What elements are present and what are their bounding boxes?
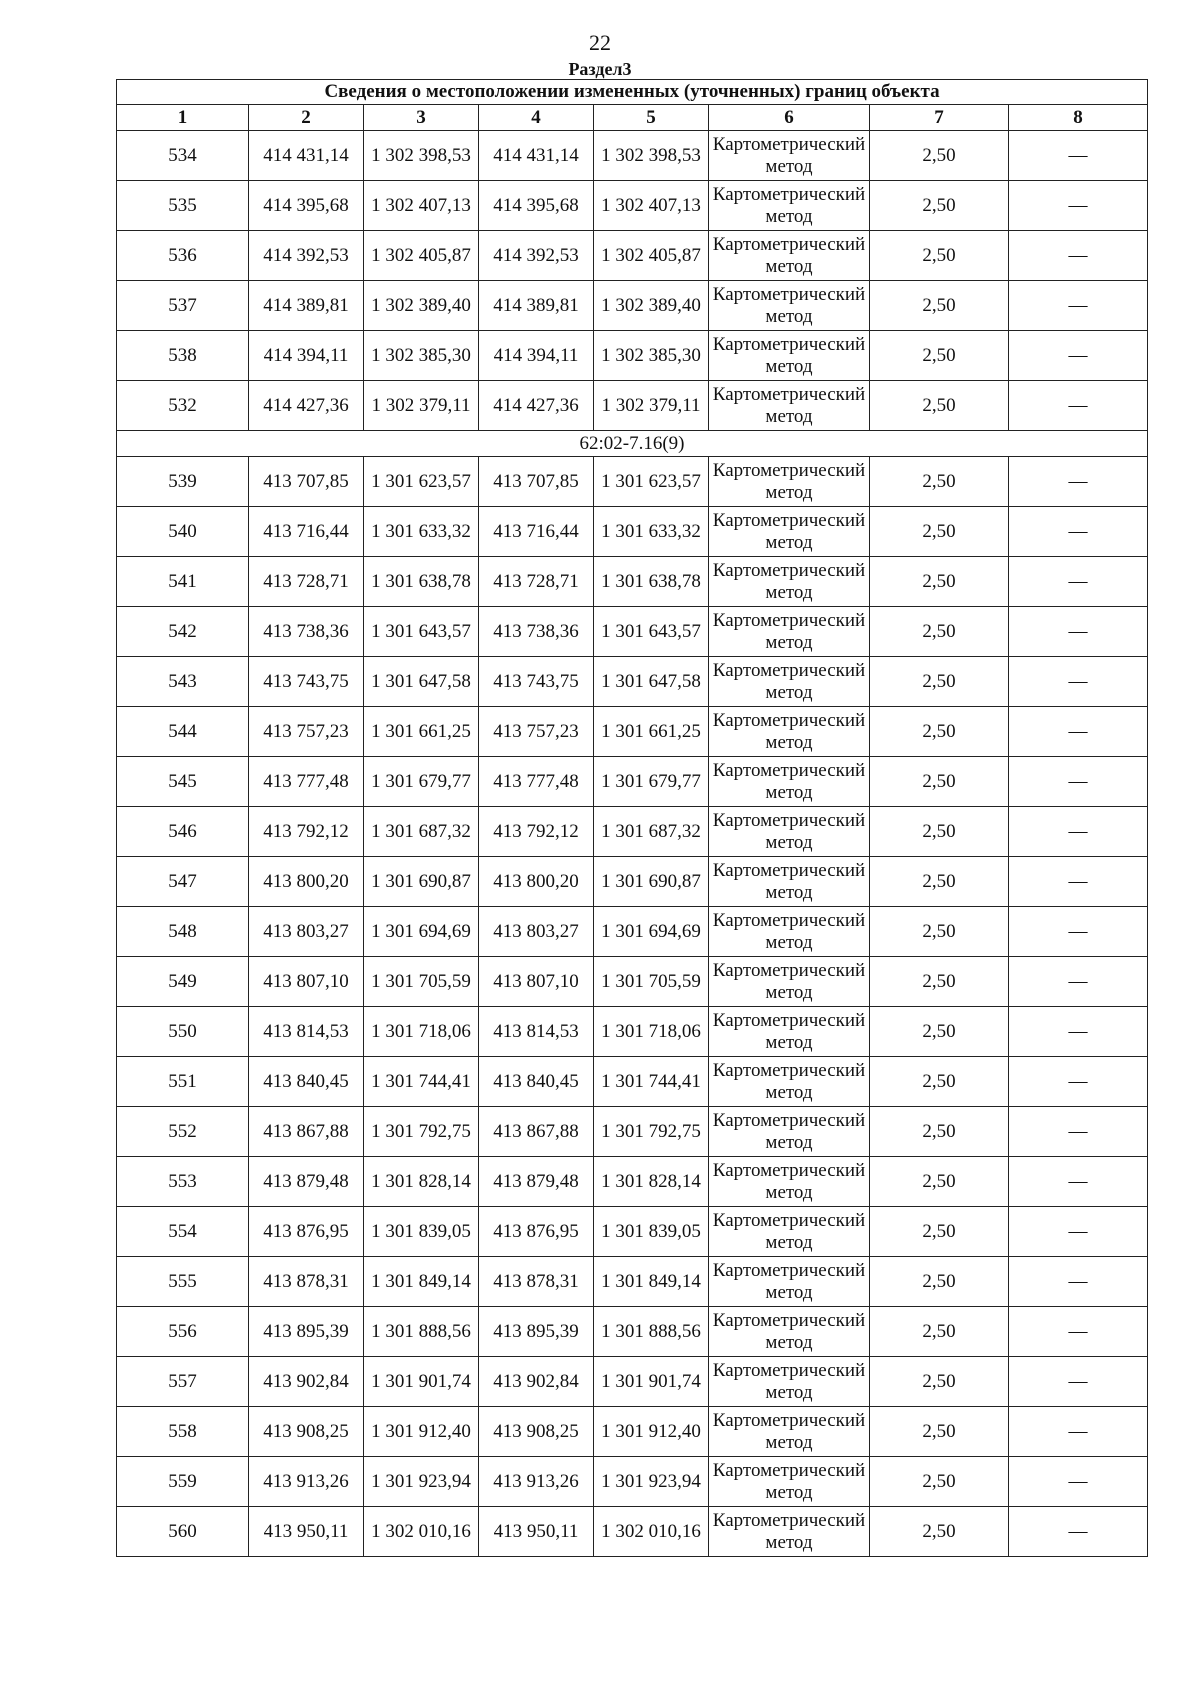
description-cell: — bbox=[1009, 807, 1148, 857]
point-number-cell: 544 bbox=[117, 707, 249, 757]
precision-cell: 2,50 bbox=[870, 557, 1009, 607]
group-label: 62:02-7.16(9) bbox=[117, 431, 1148, 457]
table-row bbox=[117, 1207, 1148, 1257]
y-existing-cell: 1 301 792,75 bbox=[364, 1107, 479, 1157]
point-number-cell: 560 bbox=[117, 1507, 249, 1557]
method-cell: Картометрический метод bbox=[709, 1207, 870, 1257]
x-new-cell: 414 392,53 bbox=[479, 231, 594, 281]
table-row bbox=[117, 1157, 1148, 1207]
x-new-cell: 413 879,48 bbox=[479, 1157, 594, 1207]
y-new-cell: 1 301 792,75 bbox=[594, 1107, 709, 1157]
description-cell: — bbox=[1009, 857, 1148, 907]
x-existing-cell: 414 431,14 bbox=[249, 131, 364, 181]
x-new-cell: 413 800,20 bbox=[479, 857, 594, 907]
point-number-cell: 547 bbox=[117, 857, 249, 907]
description-cell: — bbox=[1009, 1157, 1148, 1207]
precision-cell: 2,50 bbox=[870, 181, 1009, 231]
table-row bbox=[117, 557, 1148, 607]
method-cell: Картометрический метод bbox=[709, 331, 870, 381]
precision-cell: 2,50 bbox=[870, 657, 1009, 707]
description-cell: — bbox=[1009, 1457, 1148, 1507]
column-number: 7 bbox=[870, 105, 1009, 131]
description-cell: — bbox=[1009, 1307, 1148, 1357]
x-new-cell: 413 803,27 bbox=[479, 907, 594, 957]
x-existing-cell: 413 950,11 bbox=[249, 1507, 364, 1557]
description-cell: — bbox=[1009, 707, 1148, 757]
x-new-cell: 414 389,81 bbox=[479, 281, 594, 331]
y-existing-cell: 1 301 923,94 bbox=[364, 1457, 479, 1507]
y-existing-cell: 1 301 694,69 bbox=[364, 907, 479, 957]
point-number-cell: 555 bbox=[117, 1257, 249, 1307]
x-new-cell: 413 867,88 bbox=[479, 1107, 594, 1157]
y-existing-cell: 1 301 744,41 bbox=[364, 1057, 479, 1107]
y-existing-cell: 1 301 828,14 bbox=[364, 1157, 479, 1207]
x-existing-cell: 413 777,48 bbox=[249, 757, 364, 807]
x-existing-cell: 413 800,20 bbox=[249, 857, 364, 907]
x-existing-cell: 413 878,31 bbox=[249, 1257, 364, 1307]
table-body bbox=[117, 80, 1148, 1557]
point-number-cell: 550 bbox=[117, 1007, 249, 1057]
table-row bbox=[117, 707, 1148, 757]
x-existing-cell: 413 879,48 bbox=[249, 1157, 364, 1207]
column-number: 3 bbox=[364, 105, 479, 131]
y-new-cell: 1 302 389,40 bbox=[594, 281, 709, 331]
y-existing-cell: 1 301 643,57 bbox=[364, 607, 479, 657]
point-number-cell: 552 bbox=[117, 1107, 249, 1157]
method-cell: Картометрический метод bbox=[709, 1157, 870, 1207]
method-cell: Картометрический метод bbox=[709, 557, 870, 607]
x-new-cell: 413 878,31 bbox=[479, 1257, 594, 1307]
method-cell: Картометрический метод bbox=[709, 1307, 870, 1357]
y-existing-cell: 1 302 379,11 bbox=[364, 381, 479, 431]
precision-cell: 2,50 bbox=[870, 1457, 1009, 1507]
x-new-cell: 413 728,71 bbox=[479, 557, 594, 607]
point-number-cell: 548 bbox=[117, 907, 249, 957]
y-new-cell: 1 301 705,59 bbox=[594, 957, 709, 1007]
table-row bbox=[117, 131, 1148, 181]
method-cell: Картометрический метод bbox=[709, 281, 870, 331]
point-number-cell: 559 bbox=[117, 1457, 249, 1507]
x-existing-cell: 414 395,68 bbox=[249, 181, 364, 231]
y-new-cell: 1 301 828,14 bbox=[594, 1157, 709, 1207]
x-new-cell: 413 777,48 bbox=[479, 757, 594, 807]
point-number-cell: 553 bbox=[117, 1157, 249, 1207]
x-existing-cell: 414 389,81 bbox=[249, 281, 364, 331]
table-row bbox=[117, 1457, 1148, 1507]
y-existing-cell: 1 302 389,40 bbox=[364, 281, 479, 331]
precision-cell: 2,50 bbox=[870, 707, 1009, 757]
y-new-cell: 1 301 839,05 bbox=[594, 1207, 709, 1257]
point-number-cell: 532 bbox=[117, 381, 249, 431]
y-new-cell: 1 301 718,06 bbox=[594, 1007, 709, 1057]
precision-cell: 2,50 bbox=[870, 457, 1009, 507]
precision-cell: 2,50 bbox=[870, 507, 1009, 557]
x-existing-cell: 413 807,10 bbox=[249, 957, 364, 1007]
y-new-cell: 1 301 849,14 bbox=[594, 1257, 709, 1307]
table-row bbox=[117, 1007, 1148, 1057]
description-cell: — bbox=[1009, 657, 1148, 707]
description-cell: — bbox=[1009, 1357, 1148, 1407]
point-number-cell: 554 bbox=[117, 1207, 249, 1257]
method-cell: Картометрический метод bbox=[709, 1007, 870, 1057]
description-cell: — bbox=[1009, 381, 1148, 431]
y-new-cell: 1 302 407,13 bbox=[594, 181, 709, 231]
point-number-cell: 557 bbox=[117, 1357, 249, 1407]
precision-cell: 2,50 bbox=[870, 1357, 1009, 1407]
y-new-cell: 1 302 379,11 bbox=[594, 381, 709, 431]
method-cell: Картометрический метод bbox=[709, 757, 870, 807]
y-existing-cell: 1 301 705,59 bbox=[364, 957, 479, 1007]
description-cell: — bbox=[1009, 757, 1148, 807]
point-number-cell: 536 bbox=[117, 231, 249, 281]
point-number-cell: 540 bbox=[117, 507, 249, 557]
x-existing-cell: 413 716,44 bbox=[249, 507, 364, 557]
table-caption: Сведения о местоположении измененных (уточненных) границ объекта bbox=[117, 80, 1148, 105]
x-new-cell: 413 792,12 bbox=[479, 807, 594, 857]
point-number-cell: 542 bbox=[117, 607, 249, 657]
method-cell: Картометрический метод bbox=[709, 1457, 870, 1507]
precision-cell: 2,50 bbox=[870, 1157, 1009, 1207]
precision-cell: 2,50 bbox=[870, 1257, 1009, 1307]
table-row bbox=[117, 1357, 1148, 1407]
description-cell: — bbox=[1009, 457, 1148, 507]
x-existing-cell: 413 867,88 bbox=[249, 1107, 364, 1157]
x-new-cell: 413 757,23 bbox=[479, 707, 594, 757]
x-new-cell: 413 707,85 bbox=[479, 457, 594, 507]
description-cell: — bbox=[1009, 131, 1148, 181]
y-existing-cell: 1 302 010,16 bbox=[364, 1507, 479, 1557]
precision-cell: 2,50 bbox=[870, 1057, 1009, 1107]
x-existing-cell: 413 895,39 bbox=[249, 1307, 364, 1357]
method-cell: Картометрический метод bbox=[709, 657, 870, 707]
table-row bbox=[117, 1407, 1148, 1457]
x-existing-cell: 413 743,75 bbox=[249, 657, 364, 707]
description-cell: — bbox=[1009, 181, 1148, 231]
description-cell: — bbox=[1009, 1507, 1148, 1557]
description-cell: — bbox=[1009, 557, 1148, 607]
x-existing-cell: 413 728,71 bbox=[249, 557, 364, 607]
x-new-cell: 413 950,11 bbox=[479, 1507, 594, 1557]
precision-cell: 2,50 bbox=[870, 957, 1009, 1007]
method-cell: Картометрический метод bbox=[709, 1357, 870, 1407]
table-row bbox=[117, 907, 1148, 957]
table-row bbox=[117, 507, 1148, 557]
description-cell: — bbox=[1009, 331, 1148, 381]
method-cell: Картометрический метод bbox=[709, 1407, 870, 1457]
y-existing-cell: 1 302 407,13 bbox=[364, 181, 479, 231]
y-new-cell: 1 301 690,87 bbox=[594, 857, 709, 907]
description-cell: — bbox=[1009, 907, 1148, 957]
y-new-cell: 1 301 888,56 bbox=[594, 1307, 709, 1357]
precision-cell: 2,50 bbox=[870, 907, 1009, 957]
description-cell: — bbox=[1009, 1207, 1148, 1257]
point-number-cell: 558 bbox=[117, 1407, 249, 1457]
y-new-cell: 1 301 638,78 bbox=[594, 557, 709, 607]
table-row bbox=[117, 807, 1148, 857]
method-cell: Картометрический метод bbox=[709, 1107, 870, 1157]
x-existing-cell: 413 738,36 bbox=[249, 607, 364, 657]
column-number: 1 bbox=[117, 105, 249, 131]
y-existing-cell: 1 301 647,58 bbox=[364, 657, 479, 707]
x-existing-cell: 414 427,36 bbox=[249, 381, 364, 431]
method-cell: Картометрический метод bbox=[709, 707, 870, 757]
y-new-cell: 1 302 405,87 bbox=[594, 231, 709, 281]
column-number: 6 bbox=[709, 105, 870, 131]
method-cell: Картометрический метод bbox=[709, 131, 870, 181]
method-cell: Картометрический метод bbox=[709, 231, 870, 281]
table-row bbox=[117, 1307, 1148, 1357]
method-cell: Картометрический метод bbox=[709, 1257, 870, 1307]
description-cell: — bbox=[1009, 507, 1148, 557]
x-existing-cell: 413 840,45 bbox=[249, 1057, 364, 1107]
y-existing-cell: 1 301 661,25 bbox=[364, 707, 479, 757]
description-cell: — bbox=[1009, 1107, 1148, 1157]
description-cell: — bbox=[1009, 1007, 1148, 1057]
y-new-cell: 1 301 694,69 bbox=[594, 907, 709, 957]
page-number: 22 bbox=[589, 30, 611, 55]
group-header-row bbox=[117, 431, 1148, 457]
precision-cell: 2,50 bbox=[870, 231, 1009, 281]
method-cell: Картометрический метод bbox=[709, 1507, 870, 1557]
precision-cell: 2,50 bbox=[870, 757, 1009, 807]
table-row bbox=[117, 857, 1148, 907]
method-cell: Картометрический метод bbox=[709, 907, 870, 957]
description-cell: — bbox=[1009, 1257, 1148, 1307]
table-row bbox=[117, 957, 1148, 1007]
column-number: 2 bbox=[249, 105, 364, 131]
y-new-cell: 1 301 643,57 bbox=[594, 607, 709, 657]
y-existing-cell: 1 301 679,77 bbox=[364, 757, 479, 807]
y-existing-cell: 1 302 398,53 bbox=[364, 131, 479, 181]
precision-cell: 2,50 bbox=[870, 131, 1009, 181]
precision-cell: 2,50 bbox=[870, 281, 1009, 331]
method-cell: Картометрический метод bbox=[709, 1057, 870, 1107]
precision-cell: 2,50 bbox=[870, 381, 1009, 431]
x-new-cell: 413 807,10 bbox=[479, 957, 594, 1007]
x-new-cell: 413 876,95 bbox=[479, 1207, 594, 1257]
x-new-cell: 413 738,36 bbox=[479, 607, 594, 657]
y-existing-cell: 1 301 901,74 bbox=[364, 1357, 479, 1407]
y-new-cell: 1 301 912,40 bbox=[594, 1407, 709, 1457]
precision-cell: 2,50 bbox=[870, 1407, 1009, 1457]
y-new-cell: 1 301 633,32 bbox=[594, 507, 709, 557]
x-new-cell: 413 913,26 bbox=[479, 1457, 594, 1507]
x-existing-cell: 413 707,85 bbox=[249, 457, 364, 507]
x-existing-cell: 413 814,53 bbox=[249, 1007, 364, 1057]
table-row bbox=[117, 231, 1148, 281]
y-new-cell: 1 301 661,25 bbox=[594, 707, 709, 757]
description-cell: — bbox=[1009, 607, 1148, 657]
x-existing-cell: 414 392,53 bbox=[249, 231, 364, 281]
precision-cell: 2,50 bbox=[870, 1507, 1009, 1557]
y-existing-cell: 1 301 623,57 bbox=[364, 457, 479, 507]
x-new-cell: 413 895,39 bbox=[479, 1307, 594, 1357]
y-existing-cell: 1 301 849,14 bbox=[364, 1257, 479, 1307]
y-new-cell: 1 301 901,74 bbox=[594, 1357, 709, 1407]
x-existing-cell: 413 908,25 bbox=[249, 1407, 364, 1457]
method-cell: Картометрический метод bbox=[709, 807, 870, 857]
precision-cell: 2,50 bbox=[870, 807, 1009, 857]
point-number-cell: 538 bbox=[117, 331, 249, 381]
table-row bbox=[117, 181, 1148, 231]
point-number-cell: 543 bbox=[117, 657, 249, 707]
x-new-cell: 413 716,44 bbox=[479, 507, 594, 557]
boundary-coordinates-table bbox=[116, 79, 1148, 1557]
table-row bbox=[117, 657, 1148, 707]
table-row bbox=[117, 1507, 1148, 1557]
table-caption-row bbox=[117, 80, 1148, 105]
y-new-cell: 1 301 679,77 bbox=[594, 757, 709, 807]
x-new-cell: 414 431,14 bbox=[479, 131, 594, 181]
table-row bbox=[117, 281, 1148, 331]
y-new-cell: 1 301 647,58 bbox=[594, 657, 709, 707]
y-new-cell: 1 301 923,94 bbox=[594, 1457, 709, 1507]
y-existing-cell: 1 301 718,06 bbox=[364, 1007, 479, 1057]
description-cell: — bbox=[1009, 1057, 1148, 1107]
y-new-cell: 1 302 385,30 bbox=[594, 331, 709, 381]
method-cell: Картометрический метод bbox=[709, 181, 870, 231]
x-existing-cell: 413 792,12 bbox=[249, 807, 364, 857]
x-existing-cell: 413 803,27 bbox=[249, 907, 364, 957]
y-new-cell: 1 301 623,57 bbox=[594, 457, 709, 507]
description-cell: — bbox=[1009, 231, 1148, 281]
y-existing-cell: 1 301 633,32 bbox=[364, 507, 479, 557]
point-number-cell: 539 bbox=[117, 457, 249, 507]
description-cell: — bbox=[1009, 957, 1148, 1007]
y-existing-cell: 1 301 638,78 bbox=[364, 557, 479, 607]
x-new-cell: 413 902,84 bbox=[479, 1357, 594, 1407]
description-cell: — bbox=[1009, 1407, 1148, 1457]
precision-cell: 2,50 bbox=[870, 607, 1009, 657]
point-number-cell: 556 bbox=[117, 1307, 249, 1357]
method-cell: Картометрический метод bbox=[709, 507, 870, 557]
y-new-cell: 1 301 687,32 bbox=[594, 807, 709, 857]
x-new-cell: 413 743,75 bbox=[479, 657, 594, 707]
description-cell: — bbox=[1009, 281, 1148, 331]
y-existing-cell: 1 301 839,05 bbox=[364, 1207, 479, 1257]
y-existing-cell: 1 301 687,32 bbox=[364, 807, 479, 857]
y-new-cell: 1 301 744,41 bbox=[594, 1057, 709, 1107]
table-row bbox=[117, 381, 1148, 431]
y-existing-cell: 1 302 385,30 bbox=[364, 331, 479, 381]
x-existing-cell: 413 757,23 bbox=[249, 707, 364, 757]
column-number-row bbox=[117, 105, 1148, 131]
point-number-cell: 535 bbox=[117, 181, 249, 231]
table-row bbox=[117, 757, 1148, 807]
y-existing-cell: 1 301 912,40 bbox=[364, 1407, 479, 1457]
table-row bbox=[117, 457, 1148, 507]
y-new-cell: 1 302 398,53 bbox=[594, 131, 709, 181]
x-new-cell: 414 427,36 bbox=[479, 381, 594, 431]
point-number-cell: 534 bbox=[117, 131, 249, 181]
table-row bbox=[117, 607, 1148, 657]
precision-cell: 2,50 bbox=[870, 1107, 1009, 1157]
table-row bbox=[117, 1057, 1148, 1107]
precision-cell: 2,50 bbox=[870, 1007, 1009, 1057]
y-existing-cell: 1 302 405,87 bbox=[364, 231, 479, 281]
precision-cell: 2,50 bbox=[870, 1207, 1009, 1257]
section-title: Раздел3 bbox=[568, 59, 632, 79]
column-number: 8 bbox=[1009, 105, 1148, 131]
y-existing-cell: 1 301 888,56 bbox=[364, 1307, 479, 1357]
point-number-cell: 546 bbox=[117, 807, 249, 857]
point-number-cell: 549 bbox=[117, 957, 249, 1007]
x-new-cell: 413 908,25 bbox=[479, 1407, 594, 1457]
table-row bbox=[117, 1107, 1148, 1157]
column-number: 5 bbox=[594, 105, 709, 131]
point-number-cell: 551 bbox=[117, 1057, 249, 1107]
x-new-cell: 414 394,11 bbox=[479, 331, 594, 381]
method-cell: Картометрический метод bbox=[709, 857, 870, 907]
precision-cell: 2,50 bbox=[870, 857, 1009, 907]
x-new-cell: 414 395,68 bbox=[479, 181, 594, 231]
point-number-cell: 537 bbox=[117, 281, 249, 331]
x-existing-cell: 413 876,95 bbox=[249, 1207, 364, 1257]
y-new-cell: 1 302 010,16 bbox=[594, 1507, 709, 1557]
table-row bbox=[117, 331, 1148, 381]
x-new-cell: 413 814,53 bbox=[479, 1007, 594, 1057]
method-cell: Картометрический метод bbox=[709, 381, 870, 431]
point-number-cell: 541 bbox=[117, 557, 249, 607]
x-existing-cell: 413 902,84 bbox=[249, 1357, 364, 1407]
column-number: 4 bbox=[479, 105, 594, 131]
x-existing-cell: 414 394,11 bbox=[249, 331, 364, 381]
method-cell: Картометрический метод bbox=[709, 607, 870, 657]
method-cell: Картометрический метод bbox=[709, 457, 870, 507]
x-new-cell: 413 840,45 bbox=[479, 1057, 594, 1107]
x-existing-cell: 413 913,26 bbox=[249, 1457, 364, 1507]
method-cell: Картометрический метод bbox=[709, 957, 870, 1007]
table-row bbox=[117, 1257, 1148, 1307]
precision-cell: 2,50 bbox=[870, 1307, 1009, 1357]
point-number-cell: 545 bbox=[117, 757, 249, 807]
precision-cell: 2,50 bbox=[870, 331, 1009, 381]
y-existing-cell: 1 301 690,87 bbox=[364, 857, 479, 907]
